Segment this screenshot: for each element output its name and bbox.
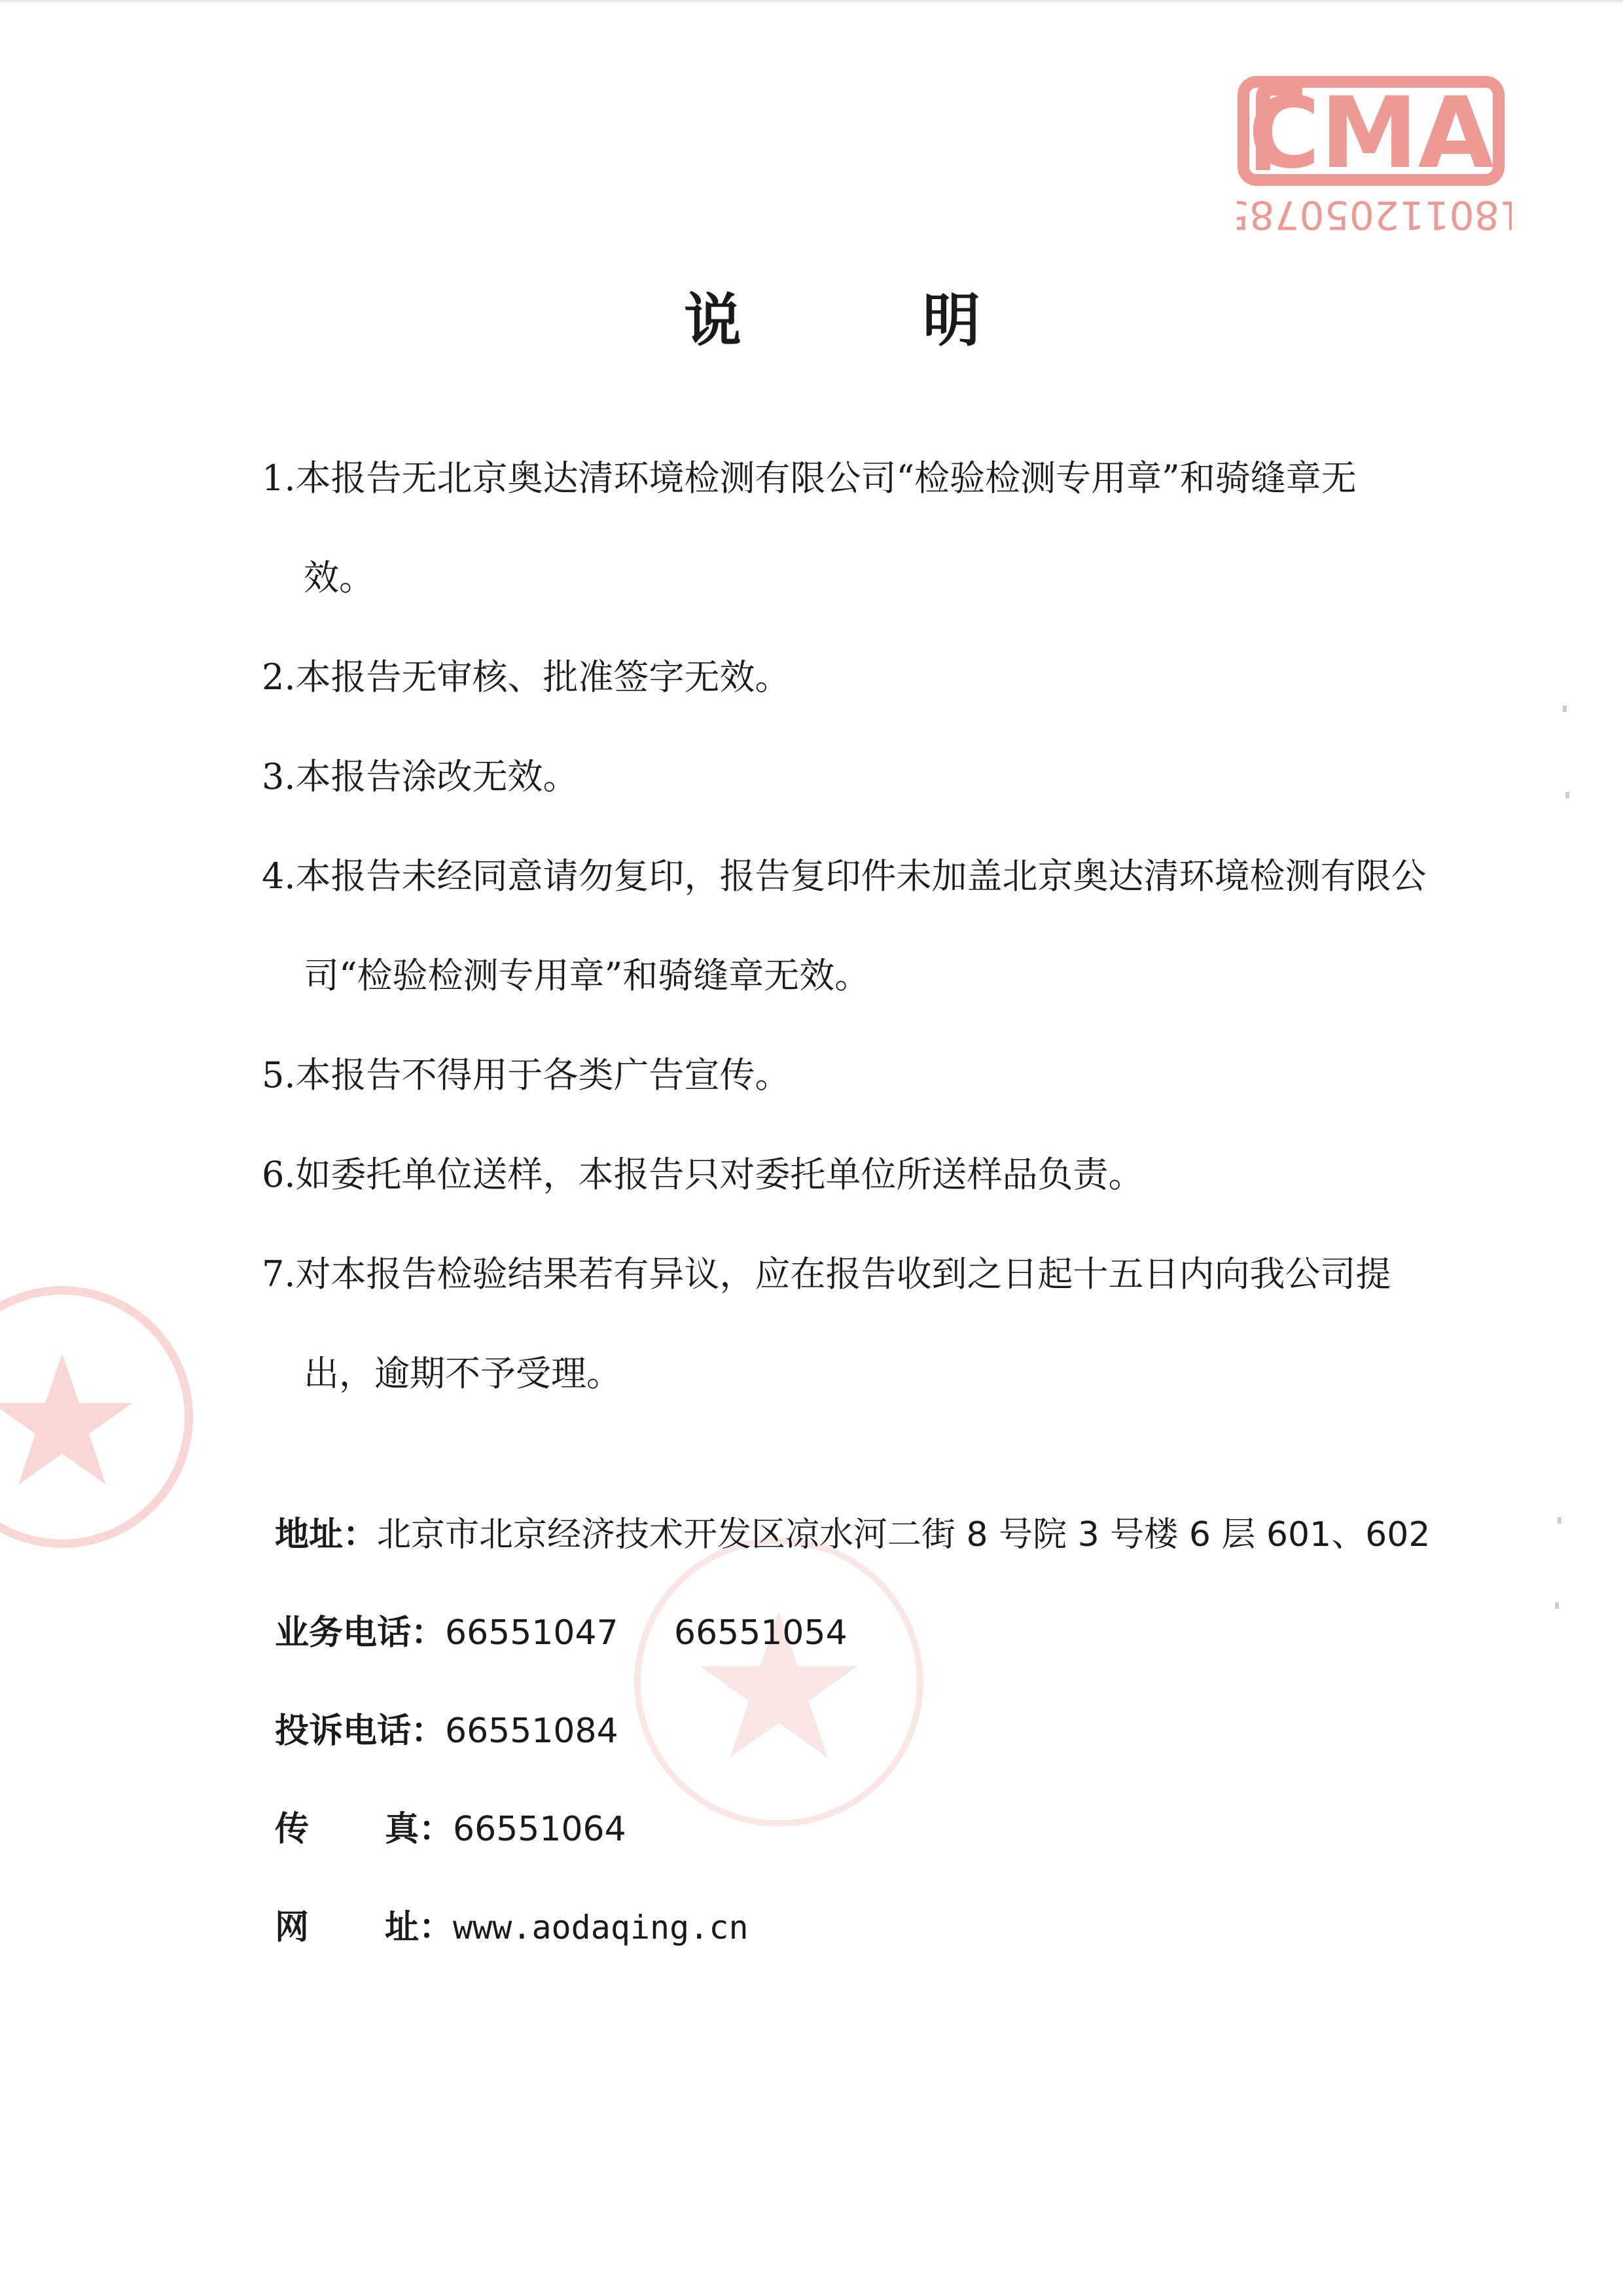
note-text: 7.对本报告检验结果若有异议，应在报告收到之日起十五日内向我公司提 [262, 1253, 1391, 1295]
website-row [275, 1901, 1518, 2000]
title-char-2: 明 [923, 286, 981, 354]
seal-watermark-left [0, 1276, 203, 1558]
address-label: 地址： [275, 1515, 378, 1554]
title-char-1: 说 [684, 286, 742, 354]
website-value: www.aodaqing.cn [453, 1909, 749, 1946]
website-label-2: 址： [385, 1908, 454, 1947]
fax-label-2: 真： [385, 1810, 454, 1849]
note-item-4 [262, 827, 1499, 1026]
note-item-5 [262, 1026, 1499, 1125]
speck [1555, 1602, 1559, 1609]
note-text: 1.本报告无北京奥达清环境检测有限公司“检验检测专用章”和骑缝章无 [262, 457, 1357, 499]
contact-info [275, 1509, 1518, 2000]
business-phone-2: 66551054 [674, 1613, 847, 1653]
cma-stamp-graphic [1237, 59, 1512, 242]
notes-list [262, 429, 1499, 1424]
scan-edge [0, 0, 1623, 4]
note-text: 6.如委托单位送样，本报告只对委托单位所送样品负责。 [262, 1154, 1144, 1195]
business-phone-label: 业务电话： [275, 1613, 446, 1653]
note-text: 5.本报告不得用于各类广告宣传。 [262, 1054, 791, 1096]
note-continuation: 效。 [304, 557, 374, 598]
complaint-phone: 66551084 [445, 1712, 618, 1751]
note-continuation: 出，逾期不予受理。 [304, 1353, 622, 1394]
note-text: 4.本报告未经同意请勿复印，报告复印件未加盖北京奥达清环境检测有限公 [262, 855, 1427, 897]
website-label-1: 网 [275, 1908, 385, 1947]
business-phone-1: 66551047 [445, 1613, 618, 1653]
fax-label-1: 传 [275, 1810, 385, 1849]
note-item-6 [262, 1125, 1499, 1225]
note-text: 2.本报告无审核、批准签字无效。 [262, 656, 791, 698]
address-value: 北京市北京经济技术开发区凉水河二街 8 号院 3 号楼 6 层 601、602 [377, 1515, 1431, 1554]
speck [1565, 792, 1569, 798]
note-item-2 [262, 628, 1499, 727]
business-phone-row [275, 1607, 1518, 1705]
cma-number: 180112050785 [1237, 192, 1512, 238]
note-continuation: 司“检验检测专用章”和骑缝章无效。 [304, 955, 870, 996]
note-item-7 [262, 1225, 1499, 1424]
note-item-1 [262, 429, 1499, 628]
speck [1558, 1517, 1561, 1524]
note-item-3 [262, 727, 1499, 827]
fax-row [275, 1803, 1518, 1901]
note-text: 3.本报告涂改无效。 [262, 756, 579, 797]
complaint-phone-row [275, 1705, 1518, 1803]
complaint-phone-label: 投诉电话： [275, 1712, 446, 1751]
fax-number: 66551064 [453, 1810, 626, 1849]
cma-letters: CMA [1248, 77, 1494, 190]
speck [1563, 706, 1567, 712]
address-row [275, 1509, 1518, 1607]
cma-stamp [1237, 59, 1512, 242]
